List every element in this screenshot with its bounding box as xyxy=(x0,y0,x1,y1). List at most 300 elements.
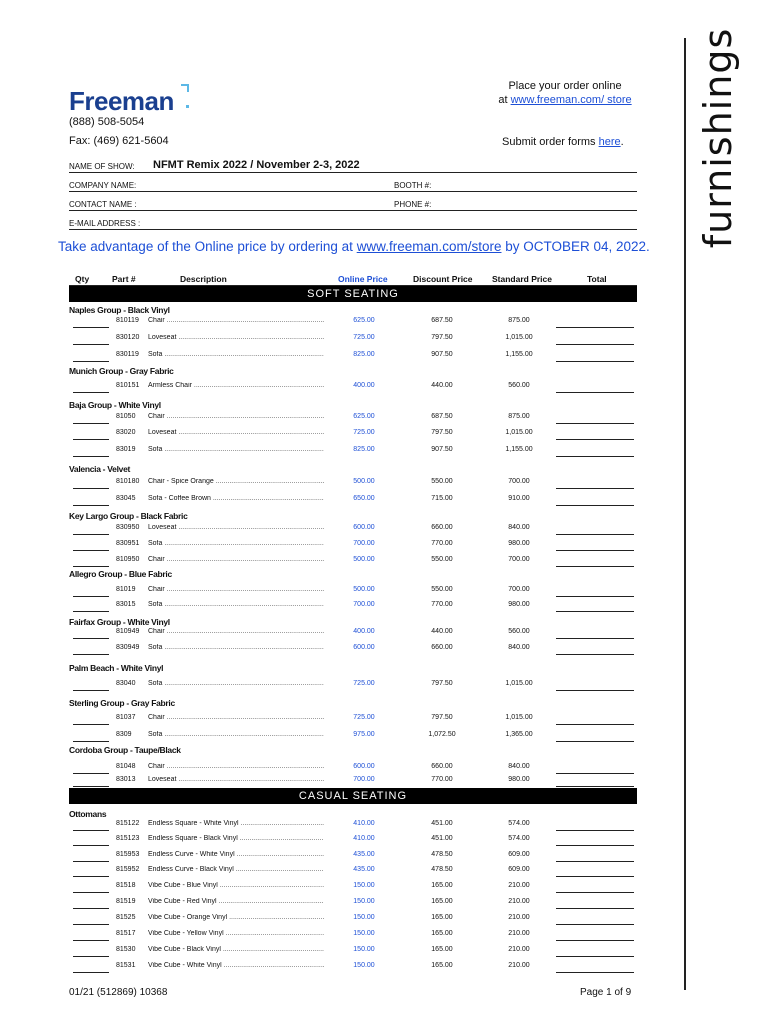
page-number: Page 1 of 9 xyxy=(580,987,632,998)
contact-phone-row[interactable] xyxy=(69,196,637,211)
discount-price: 550.00 xyxy=(431,586,453,593)
total-input[interactable] xyxy=(556,327,634,328)
qty-input[interactable] xyxy=(73,344,109,345)
total-input[interactable] xyxy=(556,596,634,597)
standard-price: 1,015.00 xyxy=(505,680,533,687)
total-input[interactable] xyxy=(556,956,634,957)
discount-price: 797.50 xyxy=(431,714,453,721)
discount-price: 478.50 xyxy=(431,866,453,873)
total-input[interactable] xyxy=(556,534,634,535)
total-input[interactable] xyxy=(556,724,634,725)
group-heading: Valencia - Velvet xyxy=(69,464,131,474)
total-input[interactable] xyxy=(556,940,634,941)
part-number: 81531 xyxy=(116,962,136,969)
online-price: 700.00 xyxy=(353,776,375,783)
online-price: 825.00 xyxy=(353,351,375,358)
item-description: Sofa ..... xyxy=(148,731,324,738)
part-number: 815952 xyxy=(116,866,140,873)
item-description: Chair ..... xyxy=(148,628,324,635)
item-description: Vibe Cube - Yellow Vinyl ..... xyxy=(148,930,324,937)
item-description: Endless Square - White Vinyl ..... xyxy=(148,820,324,827)
discount-price: 451.00 xyxy=(431,820,453,827)
discount-price: 165.00 xyxy=(431,962,453,969)
total-input[interactable] xyxy=(556,550,634,551)
total-input[interactable] xyxy=(556,892,634,893)
part-number: 815953 xyxy=(116,851,140,858)
list-item xyxy=(69,317,637,331)
standard-price: 980.00 xyxy=(508,776,530,783)
total-input[interactable] xyxy=(556,611,634,612)
company-name-label: COMPANY NAME: xyxy=(69,181,137,190)
part-number: 830951 xyxy=(116,540,140,547)
standard-price: 1,155.00 xyxy=(505,446,533,453)
group-heading: Baja Group - White Vinyl xyxy=(69,400,161,410)
discount-price: 797.50 xyxy=(431,334,453,341)
side-heading xyxy=(688,27,748,249)
discount-price: 797.50 xyxy=(431,429,453,436)
item-description: Vibe Cube - Black Vinyl ..... xyxy=(148,946,324,953)
total-input[interactable] xyxy=(556,488,634,489)
online-price: 600.00 xyxy=(353,644,375,651)
fax-number: Fax: (469) 621-5604 xyxy=(69,135,169,147)
item-description: Vibe Cube - Orange Vinyl ..... xyxy=(148,914,324,921)
online-price: 650.00 xyxy=(353,495,375,502)
total-input[interactable] xyxy=(556,505,634,506)
email-label: E-MAIL ADDRESS : xyxy=(69,219,141,228)
standard-price: 210.00 xyxy=(508,946,530,953)
list-item xyxy=(69,446,637,460)
list-item xyxy=(69,731,637,745)
qty-input[interactable] xyxy=(73,456,109,457)
standard-price: 1,015.00 xyxy=(505,714,533,721)
contact-name-label: CONTACT NAME : xyxy=(69,200,137,209)
qty-input[interactable] xyxy=(73,596,109,597)
part-number: 83040 xyxy=(116,680,136,687)
discount-price: 660.00 xyxy=(431,763,453,770)
discount-price: 165.00 xyxy=(431,914,453,921)
standard-price: 560.00 xyxy=(508,628,530,635)
item-description: Chair ..... xyxy=(148,317,324,324)
part-number: 81019 xyxy=(116,586,136,593)
discount-price: 797.50 xyxy=(431,680,453,687)
section-casual-seating: CASUAL SEATING xyxy=(69,788,637,804)
qty-input[interactable] xyxy=(73,638,109,639)
submit-end: . xyxy=(620,136,624,148)
qty-input[interactable] xyxy=(73,392,109,393)
col-online-price: Online Price xyxy=(338,274,388,284)
list-item xyxy=(69,714,637,728)
qty-input[interactable] xyxy=(73,908,109,909)
part-number: 83045 xyxy=(116,495,136,502)
item-description: Sofa ..... xyxy=(148,351,324,358)
item-description: Vibe Cube - Blue Vinyl ..... xyxy=(148,882,324,889)
promo-store-link[interactable]: www.freeman.com/store xyxy=(356,239,502,254)
part-number: 830949 xyxy=(116,644,140,651)
part-number: 815122 xyxy=(116,820,140,827)
online-price: 150.00 xyxy=(353,962,375,969)
group-heading: Ottomans xyxy=(69,809,107,819)
standard-price: 1,015.00 xyxy=(505,429,533,436)
standard-price: 1,155.00 xyxy=(505,351,533,358)
part-number: 83020 xyxy=(116,429,136,436)
part-number: 830950 xyxy=(116,524,140,531)
standard-price: 1,015.00 xyxy=(505,334,533,341)
part-number: 81530 xyxy=(116,946,136,953)
list-item xyxy=(69,680,637,694)
item-description: Chair ..... xyxy=(148,763,324,770)
item-description: Chair ..... xyxy=(148,586,324,593)
item-description: Chair ..... xyxy=(148,714,324,721)
list-item xyxy=(69,540,637,554)
list-item xyxy=(69,429,637,443)
standard-price: 210.00 xyxy=(508,898,530,905)
online-price: 435.00 xyxy=(353,851,375,858)
online-price: 150.00 xyxy=(353,898,375,905)
qty-input[interactable] xyxy=(73,924,109,925)
phone-label: PHONE #: xyxy=(394,200,432,209)
list-item xyxy=(69,763,637,777)
qty-input[interactable] xyxy=(73,690,109,691)
total-input[interactable] xyxy=(556,392,634,393)
total-input[interactable] xyxy=(556,654,634,655)
form-code: 01/21 (512869) 10368 xyxy=(69,987,168,998)
part-number: 83019 xyxy=(116,446,136,453)
online-price: 725.00 xyxy=(353,334,375,341)
total-input[interactable] xyxy=(556,690,634,691)
col-standard-price: Standard Price xyxy=(492,274,552,284)
standard-price: 875.00 xyxy=(508,413,530,420)
discount-price: 660.00 xyxy=(431,524,453,531)
list-item xyxy=(69,382,637,396)
total-input[interactable] xyxy=(556,423,634,424)
qty-input[interactable] xyxy=(73,423,109,424)
discount-price: 478.50 xyxy=(431,851,453,858)
qty-input[interactable] xyxy=(73,488,109,489)
list-item xyxy=(69,914,637,928)
standard-price: 210.00 xyxy=(508,882,530,889)
list-item xyxy=(69,628,637,642)
group-heading: Key Largo Group - Black Fabric xyxy=(69,511,188,521)
qty-input[interactable] xyxy=(73,773,109,774)
item-description: Loveseat ..... xyxy=(148,334,324,341)
logo-mark-icon xyxy=(181,84,189,92)
discount-price: 165.00 xyxy=(431,882,453,889)
discount-price: 715.00 xyxy=(431,495,453,502)
part-number: 8309 xyxy=(116,731,132,738)
qty-input[interactable] xyxy=(73,876,109,877)
logo-dot-icon xyxy=(186,105,189,108)
standard-price: 700.00 xyxy=(508,556,530,563)
discount-price: 660.00 xyxy=(431,644,453,651)
online-price: 400.00 xyxy=(353,628,375,635)
discount-price: 770.00 xyxy=(431,540,453,547)
total-input[interactable] xyxy=(556,972,634,973)
online-price: 400.00 xyxy=(353,382,375,389)
total-input[interactable] xyxy=(556,638,634,639)
part-number: 810180 xyxy=(116,478,140,485)
standard-price: 700.00 xyxy=(508,478,530,485)
standard-price: 840.00 xyxy=(508,763,530,770)
standard-price: 910.00 xyxy=(508,495,530,502)
standard-price: 700.00 xyxy=(508,586,530,593)
order-online-note xyxy=(490,79,640,107)
qty-input[interactable] xyxy=(73,972,109,973)
total-input[interactable] xyxy=(556,741,634,742)
total-input[interactable] xyxy=(556,908,634,909)
total-input[interactable] xyxy=(556,439,634,440)
item-description: Loveseat ..... xyxy=(148,524,324,531)
show-name-value: NFMT Remix 2022 / November 2-3, 2022 xyxy=(153,159,360,171)
online-price: 500.00 xyxy=(353,586,375,593)
item-description: Loveseat ..... xyxy=(148,429,324,436)
total-input[interactable] xyxy=(556,861,634,862)
part-number: 83015 xyxy=(116,601,136,608)
online-price: 150.00 xyxy=(353,930,375,937)
online-price: 500.00 xyxy=(353,478,375,485)
total-input[interactable] xyxy=(556,773,634,774)
list-item xyxy=(69,882,637,896)
online-price: 410.00 xyxy=(353,820,375,827)
item-description: Endless Curve - Black Vinyl ..... xyxy=(148,866,324,873)
col-discount-price: Discount Price xyxy=(413,274,473,284)
list-item xyxy=(69,478,637,492)
col-part: Part # xyxy=(112,274,136,284)
discount-price: 165.00 xyxy=(431,898,453,905)
part-number: 83013 xyxy=(116,776,136,783)
group-heading: Fairfax Group - White Vinyl xyxy=(69,617,170,627)
item-description: Chair ..... xyxy=(148,556,324,563)
list-item xyxy=(69,820,637,834)
qty-input[interactable] xyxy=(73,566,109,567)
total-input[interactable] xyxy=(556,924,634,925)
part-number: 81518 xyxy=(116,882,136,889)
standard-price: 574.00 xyxy=(508,835,530,842)
discount-price: 907.50 xyxy=(431,351,453,358)
store-link[interactable]: www.freeman.com/ store xyxy=(510,94,632,106)
group-heading: Palm Beach - White Vinyl xyxy=(69,663,164,673)
company-booth-row[interactable] xyxy=(69,177,637,192)
online-price: 975.00 xyxy=(353,731,375,738)
list-item xyxy=(69,898,637,912)
total-input[interactable] xyxy=(556,344,634,345)
item-description: Chair - Spice Orange ..... xyxy=(148,478,324,485)
total-input[interactable] xyxy=(556,361,634,362)
online-price: 150.00 xyxy=(353,946,375,953)
submit-text: Submit order forms xyxy=(502,136,599,148)
standard-price: 210.00 xyxy=(508,914,530,921)
item-description: Sofa ..... xyxy=(148,644,324,651)
item-description: Loveseat ..... xyxy=(148,776,324,783)
item-description: Armless Chair ..... xyxy=(148,382,324,389)
discount-price: 1,072.50 xyxy=(428,731,456,738)
item-description: Sofa ..... xyxy=(148,446,324,453)
freeman-logo: Freeman xyxy=(69,86,174,116)
qty-input[interactable] xyxy=(73,361,109,362)
submit-note xyxy=(502,136,624,148)
standard-price: 840.00 xyxy=(508,524,530,531)
show-name-field[interactable] xyxy=(69,158,637,173)
discount-price: 770.00 xyxy=(431,601,453,608)
col-description: Description xyxy=(180,274,227,284)
list-item xyxy=(69,946,637,960)
side-heading-text: furnishings xyxy=(696,27,740,249)
qty-input[interactable] xyxy=(73,940,109,941)
list-item xyxy=(69,334,637,348)
online-price: 600.00 xyxy=(353,763,375,770)
list-item xyxy=(69,644,637,658)
standard-price: 210.00 xyxy=(508,930,530,937)
online-price: 625.00 xyxy=(353,317,375,324)
discount-price: 165.00 xyxy=(431,946,453,953)
qty-input[interactable] xyxy=(73,611,109,612)
discount-price: 687.50 xyxy=(431,413,453,420)
online-price: 700.00 xyxy=(353,540,375,547)
list-item xyxy=(69,495,637,509)
part-number: 830120 xyxy=(116,334,140,341)
email-field[interactable] xyxy=(69,215,637,230)
order-online-line1: Place your order online xyxy=(508,80,622,92)
online-price: 700.00 xyxy=(353,601,375,608)
standard-price: 875.00 xyxy=(508,317,530,324)
qty-input[interactable] xyxy=(73,956,109,957)
item-description: Vibe Cube - White Vinyl ..... xyxy=(148,962,324,969)
list-item xyxy=(69,851,637,865)
standard-price: 210.00 xyxy=(508,962,530,969)
qty-input[interactable] xyxy=(73,654,109,655)
part-number: 81050 xyxy=(116,413,136,420)
list-item xyxy=(69,413,637,427)
standard-price: 980.00 xyxy=(508,540,530,547)
discount-price: 550.00 xyxy=(431,478,453,485)
online-price: 825.00 xyxy=(353,446,375,453)
list-item xyxy=(69,556,637,570)
list-item xyxy=(69,930,637,944)
discount-price: 440.00 xyxy=(431,382,453,389)
total-input[interactable] xyxy=(556,876,634,877)
discount-price: 907.50 xyxy=(431,446,453,453)
list-item xyxy=(69,351,637,365)
promo-text-before: Take advantage of the Online price by ordering at xyxy=(58,239,357,254)
group-heading: Naples Group - Black Vinyl xyxy=(69,305,170,315)
part-number: 810151 xyxy=(116,382,140,389)
part-number: 81525 xyxy=(116,914,136,921)
col-total: Total xyxy=(587,274,607,284)
part-number: 81037 xyxy=(116,714,136,721)
vertical-rule xyxy=(684,38,686,990)
online-price: 410.00 xyxy=(353,835,375,842)
discount-price: 440.00 xyxy=(431,628,453,635)
item-description: Endless Curve - White Vinyl ..... xyxy=(148,851,324,858)
standard-price: 840.00 xyxy=(508,644,530,651)
total-input[interactable] xyxy=(556,566,634,567)
qty-input[interactable] xyxy=(73,505,109,506)
list-item xyxy=(69,835,637,849)
part-number: 810950 xyxy=(116,556,140,563)
item-description: Sofa ..... xyxy=(148,540,324,547)
online-price: 600.00 xyxy=(353,524,375,531)
discount-price: 550.00 xyxy=(431,556,453,563)
qty-input[interactable] xyxy=(73,327,109,328)
booth-label: BOOTH #: xyxy=(394,181,432,190)
list-item xyxy=(69,962,637,976)
qty-input[interactable] xyxy=(73,861,109,862)
discount-price: 687.50 xyxy=(431,317,453,324)
phone-number: (888) 508-5054 xyxy=(69,116,145,128)
online-price-promo xyxy=(58,239,650,254)
standard-price: 609.00 xyxy=(508,866,530,873)
standard-price: 980.00 xyxy=(508,601,530,608)
discount-price: 451.00 xyxy=(431,835,453,842)
qty-input[interactable] xyxy=(73,741,109,742)
total-input[interactable] xyxy=(556,456,634,457)
group-heading: Munich Group - Gray Fabric xyxy=(69,366,174,376)
standard-price: 574.00 xyxy=(508,820,530,827)
promo-text-after: by OCTOBER 04, 2022. xyxy=(501,239,650,254)
standard-price: 1,365.00 xyxy=(505,731,533,738)
col-qty: Qty xyxy=(75,274,90,284)
qty-input[interactable] xyxy=(73,550,109,551)
item-description: Vibe Cube - Red Vinyl ..... xyxy=(148,898,324,905)
qty-input[interactable] xyxy=(73,845,109,846)
item-description: Endless Square - Black Vinyl ..... xyxy=(148,835,324,842)
list-item xyxy=(69,524,637,538)
online-price: 435.00 xyxy=(353,866,375,873)
item-description: Chair ..... xyxy=(148,413,324,420)
total-input[interactable] xyxy=(556,845,634,846)
qty-input[interactable] xyxy=(73,724,109,725)
part-number: 81517 xyxy=(116,930,136,937)
part-number: 830119 xyxy=(116,351,139,358)
standard-price: 560.00 xyxy=(508,382,530,389)
qty-input[interactable] xyxy=(73,830,109,831)
online-price: 500.00 xyxy=(353,556,375,563)
total-input[interactable] xyxy=(556,786,634,787)
part-number: 810119 xyxy=(116,317,139,324)
item-description: Sofa ..... xyxy=(148,601,324,608)
order-online-line2: at xyxy=(498,94,511,106)
online-price: 150.00 xyxy=(353,882,375,889)
list-item xyxy=(69,866,637,880)
qty-input[interactable] xyxy=(73,534,109,535)
part-number: 815123 xyxy=(116,835,140,842)
group-heading: Allegro Group - Blue Fabric xyxy=(69,569,172,579)
part-number: 81519 xyxy=(116,898,136,905)
standard-price: 609.00 xyxy=(508,851,530,858)
list-item xyxy=(69,601,637,615)
discount-price: 165.00 xyxy=(431,930,453,937)
discount-price: 770.00 xyxy=(431,776,453,783)
qty-input[interactable] xyxy=(73,892,109,893)
online-price: 150.00 xyxy=(353,914,375,921)
item-description: Sofa ..... xyxy=(148,680,324,687)
online-price: 725.00 xyxy=(353,714,375,721)
online-price: 725.00 xyxy=(353,680,375,687)
part-number: 81048 xyxy=(116,763,136,770)
submit-here-link[interactable]: here xyxy=(598,136,621,148)
part-number: 810949 xyxy=(116,628,140,635)
section-soft-seating: SOFT SEATING xyxy=(69,286,637,302)
group-heading: Sterling Group - Gray Fabric xyxy=(69,698,175,708)
item-description: Sofa - Coffee Brown ..... xyxy=(148,495,324,502)
qty-input[interactable] xyxy=(73,439,109,440)
online-price: 725.00 xyxy=(353,429,375,436)
online-price: 625.00 xyxy=(353,413,375,420)
qty-input[interactable] xyxy=(73,786,109,787)
group-heading: Cordoba Group - Taupe/Black xyxy=(69,745,181,755)
show-name-label: NAME OF SHOW: xyxy=(69,162,135,171)
list-item xyxy=(69,586,637,600)
total-input[interactable] xyxy=(556,830,634,831)
